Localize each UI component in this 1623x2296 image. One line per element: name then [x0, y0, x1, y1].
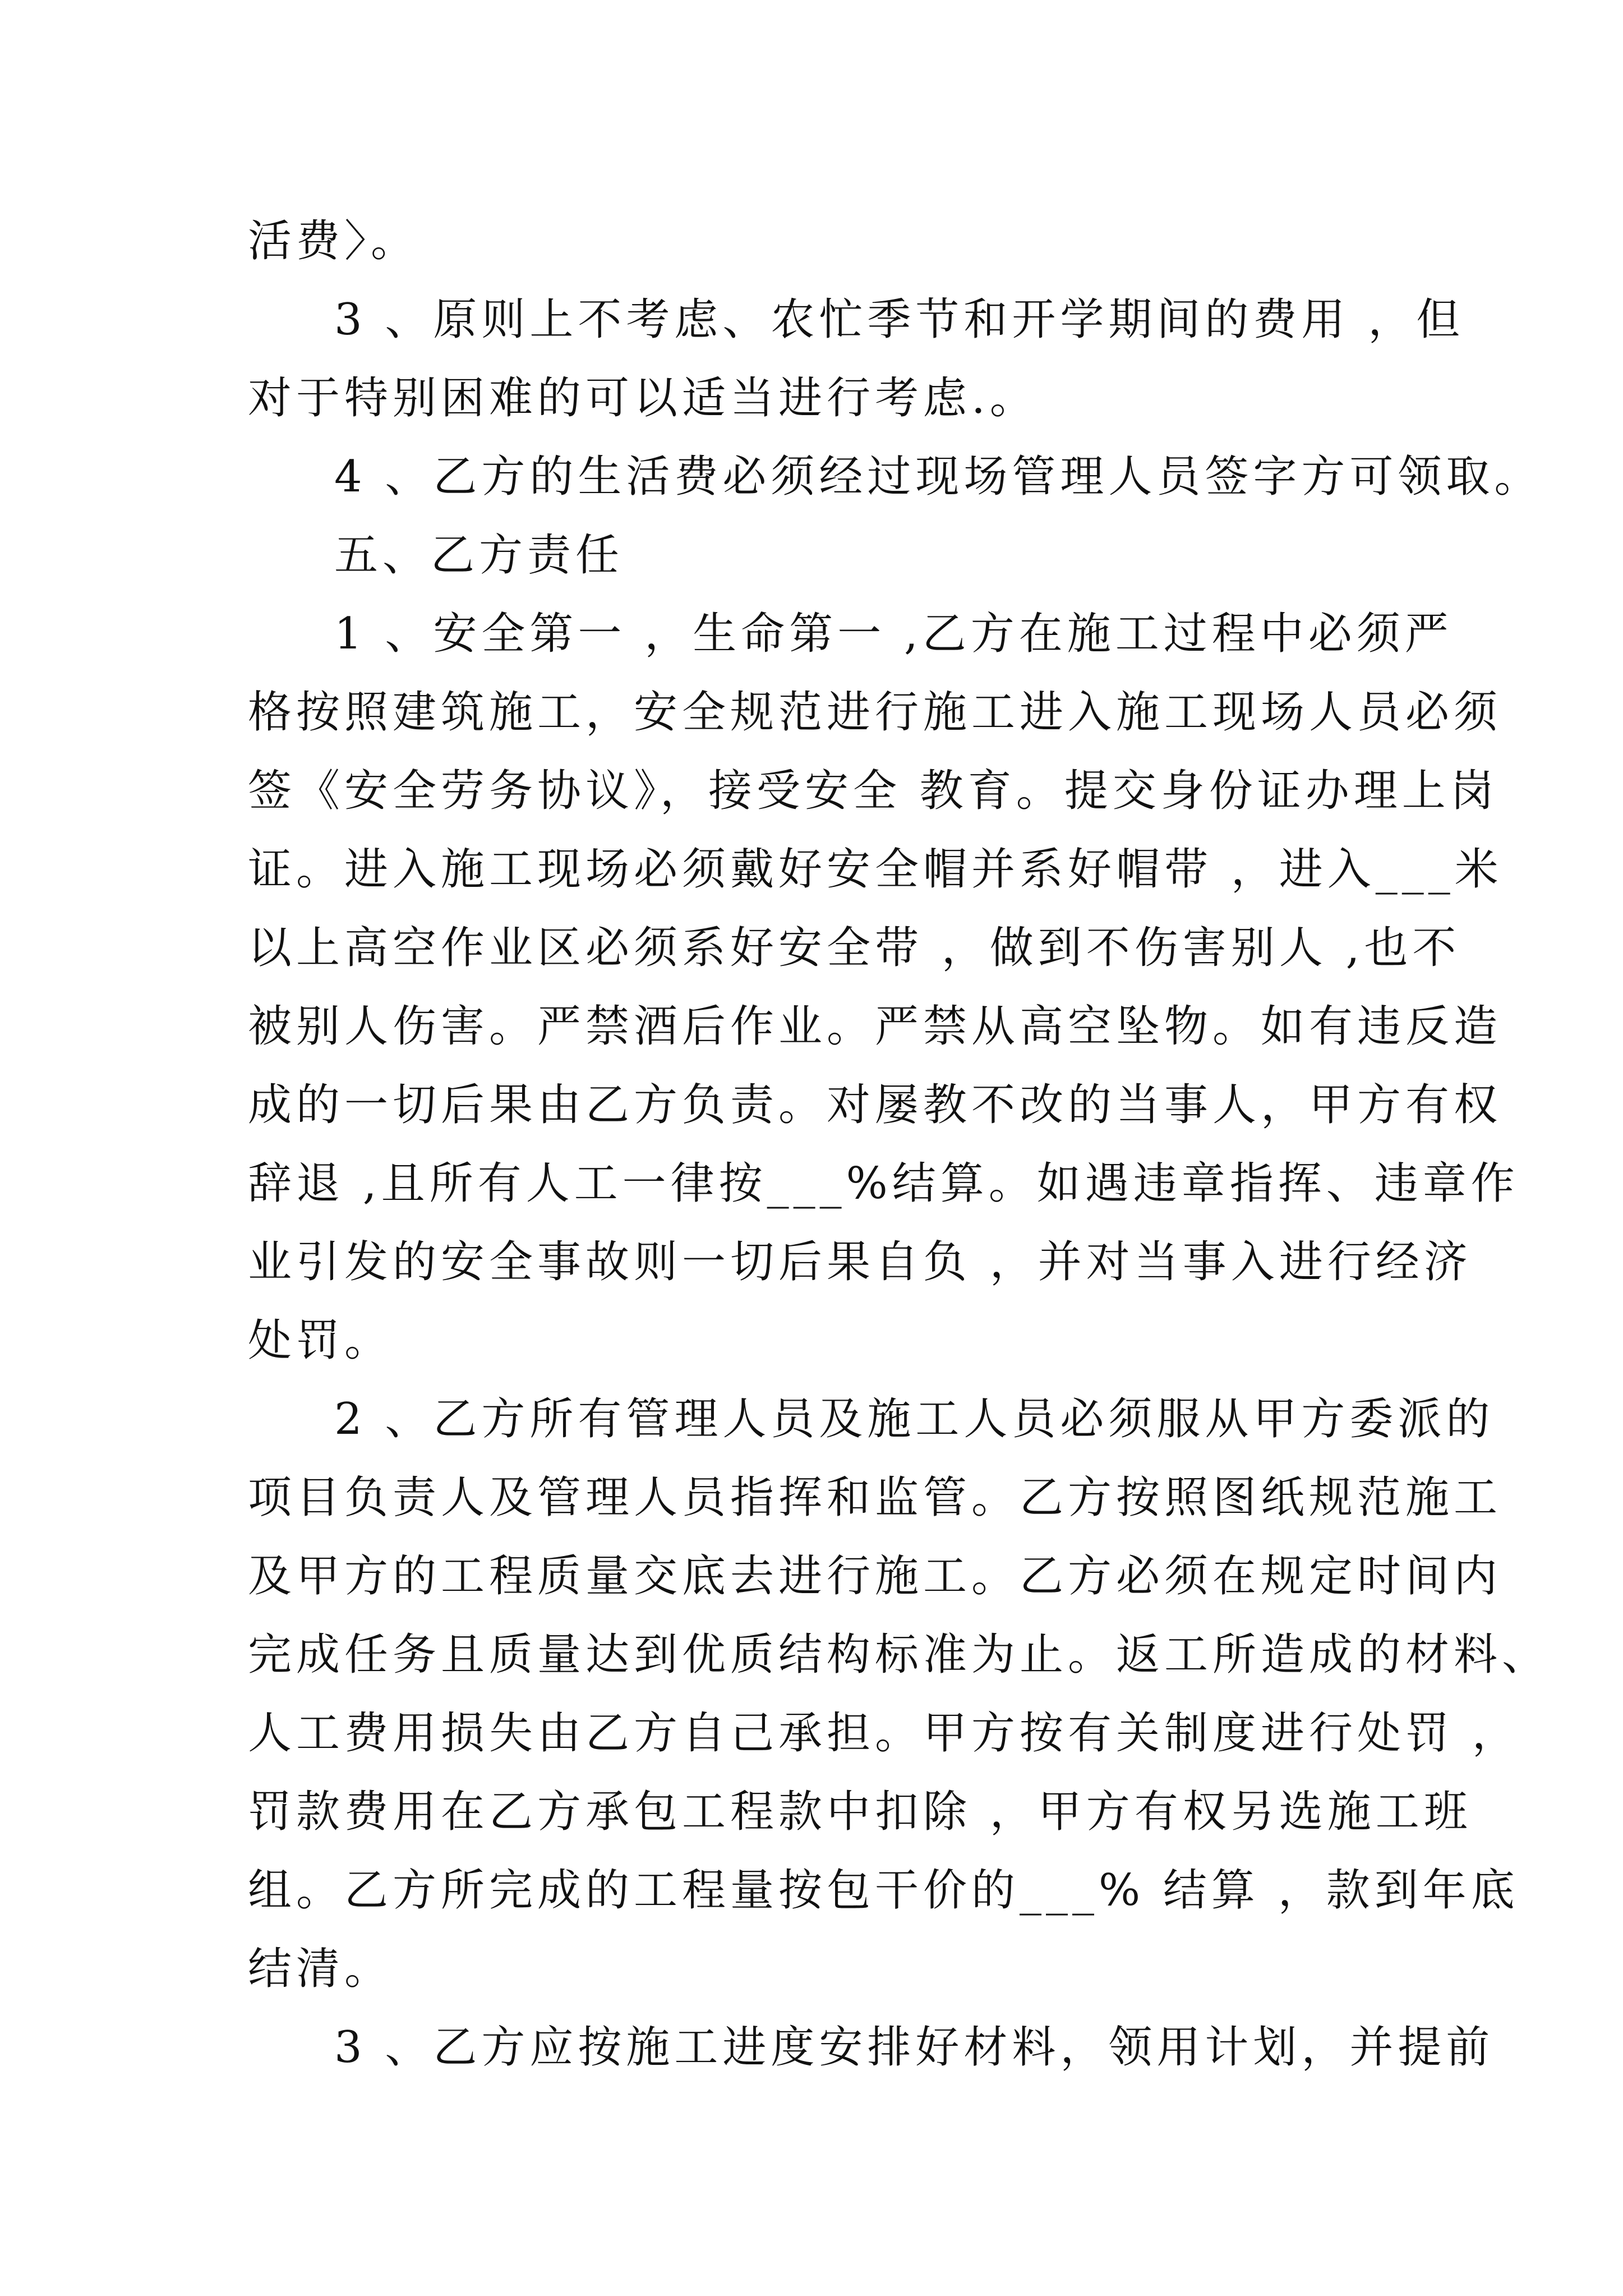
clause-5-1-line-3: 签《安全劳务协议》，接受安全 教育。提交身份证办理上岗: [248, 766, 1498, 816]
clause-5-1-line-1: 1 、安全第一 ，生命第一 ,乙方在施工过程中必须严: [334, 609, 1453, 659]
clause-5-1-line-8: 辞退 ,且所有人工一律按___%结算。如遇违章指挥、违章作: [248, 1158, 1519, 1209]
clause-5-1-line-2: 格按照建筑施工，安全规范进行施工进入施工现场人员必须: [248, 687, 1502, 738]
clause-5-2-line-7: 组。乙方所完成的工程量按包干价的___% 结算 ，款到年底: [248, 1865, 1519, 1916]
clause-5-1-line-10: 处罚。: [248, 1315, 393, 1366]
clause-5-2-line-8: 结清。: [248, 1944, 393, 1994]
clause-5-1-line-9: 业引发的安全事故则一切后果自负 ，并对当事入进行经济: [248, 1237, 1472, 1287]
clause-4-3-line-2: 对于特别困难的可以适当进行考虑.。: [248, 373, 1038, 424]
text-line-1: 活费〉。: [248, 216, 419, 266]
clause-4-3-line-1: 3 、原则上不考虑、农忙季节和开学期间的费用 ，但: [334, 295, 1465, 345]
clause-5-2-line-1: 2 、乙方所有管理人员及施工人员必须服从甲方委派的: [334, 1394, 1495, 1444]
clause-5-1-line-4: 证。进入施工现场必须戴好安全帽并系好帽带 ，进入___米: [248, 844, 1503, 895]
clause-5-1-line-5: 以上高空作业区必须系好安全带 ，做到不伤害别人 ,也不: [248, 923, 1461, 973]
clause-5-2-line-6: 罚款费用在乙方承包工程款中扣除 ，甲方有权另选施工班: [248, 1787, 1472, 1837]
clause-4-4-line-1: 4 、乙方的生活费必须经过现场管理人员签字方可领取。: [334, 452, 1543, 502]
clause-5-2-line-3: 及甲方的工程质量交底去进行施工。乙方必须在规定时间内: [248, 1551, 1502, 1602]
clause-5-2-line-5: 人工费用损失由乙方自己承担。甲方按有关制度进行处罚 ，: [248, 1708, 1520, 1759]
clause-5-2-line-4: 完成任务且质量达到优质结构标准为止。返工所造成的材料、: [248, 1630, 1551, 1680]
clause-5-3-line-1: 3 、乙方应按施工进度安排好材料，领用计划，并提前: [334, 2022, 1495, 2073]
section-heading: 五、乙方责任: [334, 530, 624, 581]
clause-5-1-line-6: 被别人伤害。严禁酒后作业。严禁从高空坠物。如有违反造: [248, 1001, 1502, 1052]
clause-5-2-line-2: 项目负责人及管理人员指挥和监管。乙方按照图纸规范施工: [248, 1473, 1502, 1523]
clause-5-1-line-7: 成的一切后果由乙方负责。对屡教不改的当事人，甲方有权: [248, 1080, 1502, 1130]
